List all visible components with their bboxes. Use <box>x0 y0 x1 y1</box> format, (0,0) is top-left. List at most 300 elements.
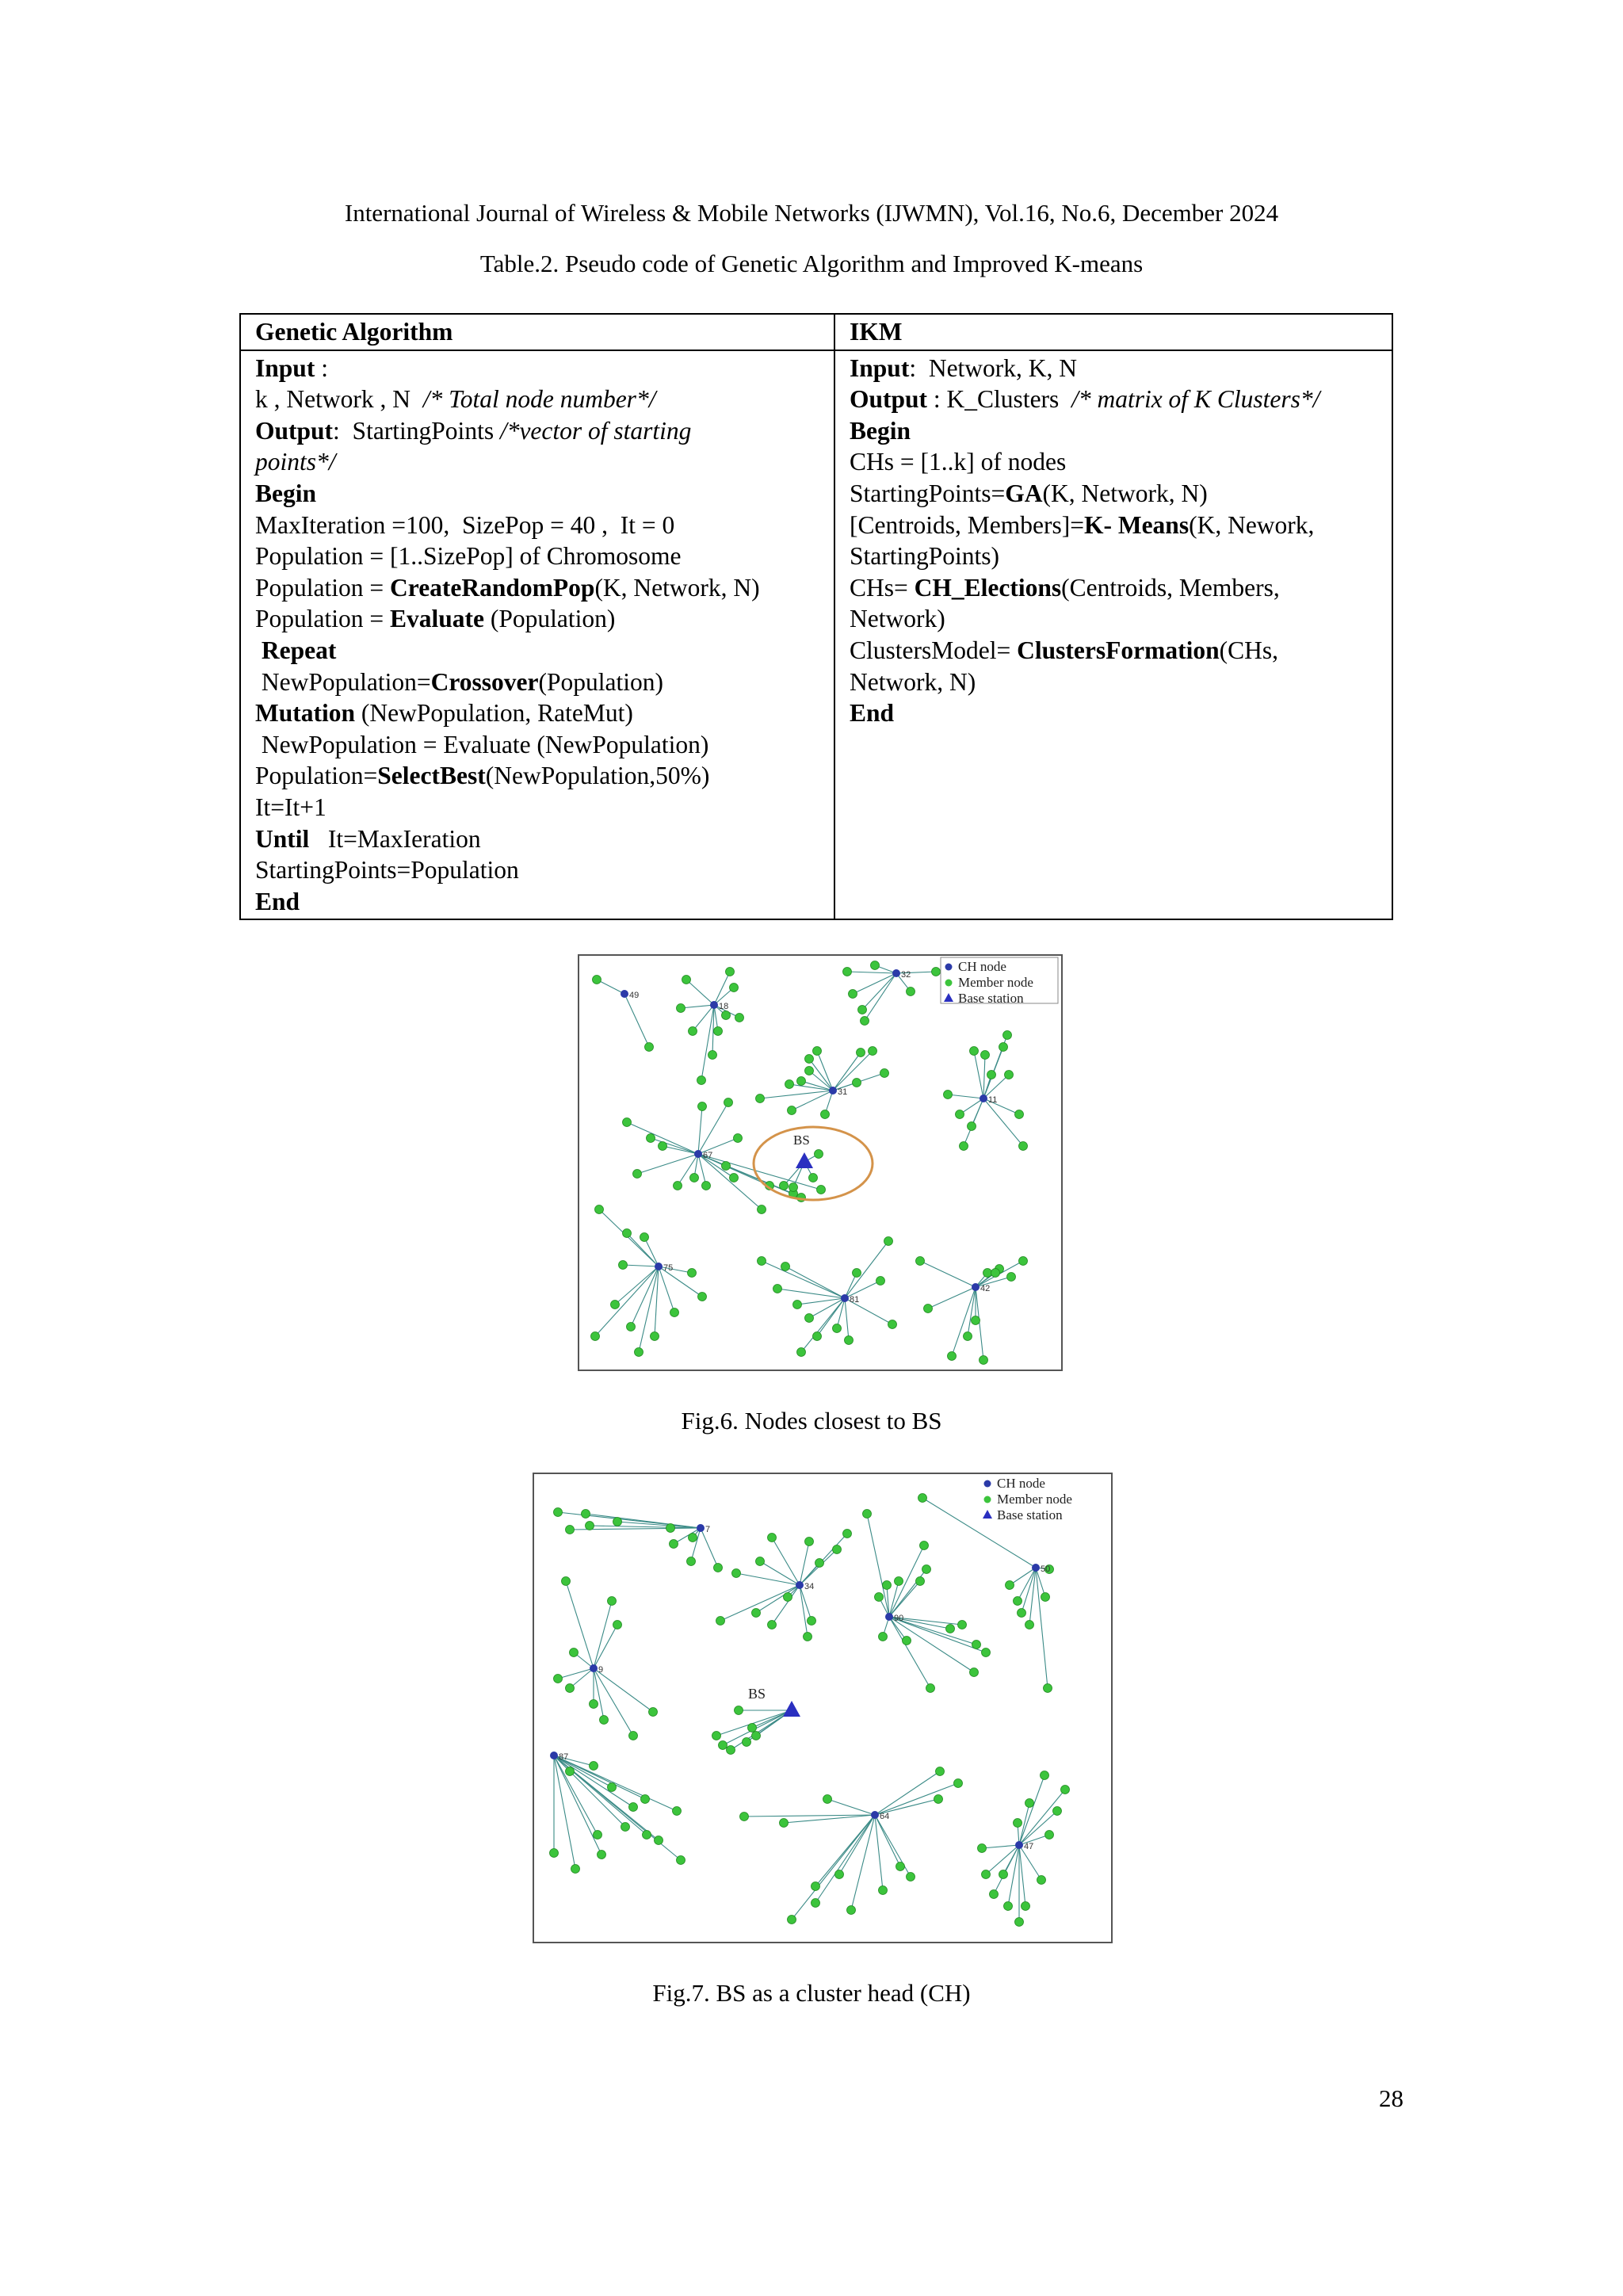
member-node <box>554 1675 563 1683</box>
cluster-link <box>681 1005 714 1008</box>
member-node <box>968 1122 976 1131</box>
member-node <box>730 1174 739 1182</box>
member-node <box>743 1738 751 1747</box>
ch-node-label: 31 <box>838 1087 848 1097</box>
ch-node <box>621 990 628 998</box>
member-node <box>970 1668 979 1677</box>
fig7-network-plot <box>533 1473 1113 1943</box>
ga-line: Output: StartingPoints /*vector of starting <box>255 416 692 445</box>
legend-label: CH node <box>997 1476 1045 1491</box>
member-node <box>982 1870 991 1879</box>
member-node <box>698 1102 707 1111</box>
cluster-link <box>875 1783 958 1815</box>
member-node <box>876 1277 885 1286</box>
member-node <box>981 1051 990 1060</box>
member-node <box>990 1890 999 1899</box>
member-node <box>833 1545 842 1554</box>
member-node <box>562 1577 571 1586</box>
member-node <box>780 1182 789 1190</box>
member-node <box>1018 1609 1026 1618</box>
cluster-link <box>693 1005 714 1031</box>
member-node <box>608 1597 617 1606</box>
cluster-link <box>1019 1775 1044 1845</box>
cluster-link <box>651 1138 698 1154</box>
legend-label: Base station <box>997 1507 1063 1522</box>
ga-line: Repeat <box>255 636 337 664</box>
ikm-line: CHs= CH_Elections(Centroids, Members, <box>850 573 1280 602</box>
member-node <box>1014 1597 1022 1606</box>
ch-node-label: 64 <box>880 1812 890 1821</box>
member-node <box>880 1069 889 1078</box>
member-node <box>784 1593 792 1602</box>
cluster-link <box>631 1266 659 1327</box>
member-node <box>590 1762 598 1771</box>
member-node <box>570 1648 579 1657</box>
ch-node-label: 11 <box>988 1095 998 1105</box>
member-node <box>1019 1142 1028 1151</box>
cluster-link <box>659 1266 674 1312</box>
member-node <box>582 1510 590 1519</box>
member-node <box>813 1332 822 1341</box>
cluster-link <box>817 1051 833 1091</box>
ga-line: Until It=MaxIeration <box>255 824 481 853</box>
cluster-link <box>720 1585 800 1621</box>
member-node <box>682 976 691 984</box>
ch-node-label: 87 <box>559 1752 569 1762</box>
member-node <box>972 1641 981 1649</box>
ga-line: NewPopulation=Crossover(Population) <box>255 667 664 696</box>
member-node <box>922 1565 931 1574</box>
cluster-link <box>594 1625 617 1668</box>
ch-node <box>871 1811 879 1819</box>
member-node <box>633 1170 642 1179</box>
legend-ch-marker <box>984 1480 991 1488</box>
ga-line: Mutation (NewPopulation, RateMut) <box>255 699 633 728</box>
member-node <box>768 1534 777 1542</box>
ikm-line: Input: Network, K, N <box>850 353 1078 382</box>
member-node <box>708 1051 717 1060</box>
member-node <box>698 1293 707 1301</box>
cluster-link <box>624 994 649 1047</box>
member-node <box>655 1836 663 1845</box>
member-node <box>649 1708 658 1717</box>
member-node <box>907 988 915 996</box>
ch-node <box>1015 1841 1023 1849</box>
ch-node <box>655 1263 663 1270</box>
member-node <box>758 1257 766 1266</box>
ch-node-label: 49 <box>629 991 640 1000</box>
ga-line: StartingPoints=Population <box>255 856 519 884</box>
member-node <box>586 1522 594 1530</box>
member-node <box>591 1332 600 1341</box>
cluster-link <box>920 1261 976 1287</box>
fig7-caption: Fig.7. BS as a cluster head (CH) <box>652 1979 971 2007</box>
cluster-link <box>862 973 896 1010</box>
ga-line: End <box>255 887 300 915</box>
ch-node-label: 67 <box>703 1151 713 1160</box>
legend-bs-marker <box>983 1510 992 1519</box>
member-node <box>858 1006 867 1014</box>
member-node <box>805 1314 814 1323</box>
member-node <box>566 1526 575 1534</box>
member-node <box>670 1308 679 1317</box>
member-node <box>1006 1581 1014 1590</box>
member-node <box>621 1823 630 1832</box>
member-node <box>861 1017 869 1026</box>
member-node <box>785 1080 794 1089</box>
member-node <box>788 1916 796 1924</box>
cluster-link <box>815 1815 875 1903</box>
fig6-caption: Fig.6. Nodes closest to BS <box>681 1407 942 1435</box>
member-node <box>727 1746 735 1755</box>
member-node <box>964 1332 972 1341</box>
member-node <box>920 1541 929 1550</box>
legend-label: Member node <box>958 975 1033 990</box>
member-node <box>793 1301 802 1309</box>
member-node <box>809 1174 818 1182</box>
ch-node <box>980 1095 987 1102</box>
page-number: 28 <box>1379 2084 1403 2112</box>
ch-node <box>1032 1564 1040 1572</box>
ga-line: Population = Evaluate (Population) <box>255 605 616 633</box>
cluster-link <box>968 1287 976 1336</box>
cluster-link <box>698 1106 702 1154</box>
member-node <box>608 1783 617 1792</box>
edge-layer <box>554 1498 1065 1922</box>
cluster-link <box>801 1081 833 1091</box>
legend-member-marker <box>945 980 953 987</box>
member-node <box>740 1813 749 1821</box>
legend-label: Base station <box>958 991 1024 1006</box>
member-node <box>590 1700 598 1709</box>
ikm-line: Output : K_Clusters /* matrix of K Clusters*/ <box>850 385 1320 414</box>
member-node <box>805 1067 814 1075</box>
member-node <box>600 1716 609 1725</box>
member-node <box>847 1906 856 1915</box>
member-node <box>805 1055 814 1064</box>
member-node <box>946 1625 955 1633</box>
ch-node <box>710 1001 718 1009</box>
fig6-network-plot <box>578 954 1063 1371</box>
cluster-link <box>701 1005 714 1080</box>
member-node <box>1022 1902 1030 1911</box>
ch-node <box>972 1283 980 1291</box>
member-node <box>879 1633 888 1641</box>
member-node <box>896 1862 905 1871</box>
member-node <box>781 1263 790 1271</box>
ikm-line: CHs = [1..k] of nodes <box>850 448 1067 476</box>
ga-line: Population = [1..SizePop] of Chromosome <box>255 542 682 571</box>
member-node <box>982 1648 991 1657</box>
member-node <box>869 1047 877 1056</box>
cluster-link <box>599 1209 659 1266</box>
member-node <box>1045 1831 1054 1839</box>
member-node <box>895 1577 903 1586</box>
member-node <box>833 1324 842 1333</box>
legend-label: Member node <box>997 1492 1072 1507</box>
member-node <box>812 1899 820 1908</box>
ch-node <box>550 1752 558 1759</box>
ch-node <box>892 969 900 977</box>
ikm-line: Network) <box>850 605 945 633</box>
member-node <box>1041 1593 1050 1602</box>
member-node <box>722 1011 731 1020</box>
ga-line: Input : <box>255 353 328 382</box>
member-node <box>1003 1031 1012 1040</box>
member-node <box>884 1237 893 1246</box>
cluster-link <box>983 1098 1023 1146</box>
member-node <box>843 1530 852 1538</box>
member-node <box>875 1593 884 1602</box>
cluster-link <box>594 1668 633 1736</box>
member-node <box>879 1886 888 1895</box>
cluster-link <box>594 1668 653 1712</box>
member-node <box>983 1269 992 1278</box>
member-node <box>1061 1786 1070 1794</box>
member-node <box>888 1320 897 1329</box>
ga-line: points*/ <box>255 448 336 476</box>
cluster-link <box>1010 1568 1036 1585</box>
member-node <box>768 1621 777 1629</box>
member-node <box>817 1186 826 1194</box>
member-node <box>627 1323 636 1331</box>
member-node <box>674 1182 682 1190</box>
member-node <box>688 1269 697 1278</box>
member-node <box>797 1348 806 1357</box>
node-layer <box>550 1494 1070 1927</box>
member-node <box>752 1609 761 1618</box>
member-node <box>702 1182 711 1190</box>
member-node <box>722 1162 731 1171</box>
member-node <box>916 1577 925 1586</box>
legend-member-marker <box>984 1496 991 1503</box>
cluster-link <box>800 1541 809 1585</box>
cluster-link <box>889 1569 926 1617</box>
member-node <box>849 990 857 999</box>
member-node <box>629 1803 638 1812</box>
member-node <box>835 1870 844 1879</box>
member-node <box>645 1043 654 1052</box>
member-node <box>863 1510 872 1519</box>
cluster-link <box>1029 1568 1036 1625</box>
ikm-line: Network, N) <box>850 667 976 696</box>
ch-node-label: 75 <box>663 1263 674 1273</box>
member-node <box>550 1849 559 1858</box>
cluster-link <box>558 1668 594 1679</box>
cluster-link <box>797 1298 845 1305</box>
member-node <box>958 1621 967 1629</box>
member-node <box>907 1873 915 1881</box>
table-caption: Table.2. Pseudo code of Genetic Algorithm and Improved K-means <box>479 250 1144 277</box>
cluster-link <box>594 1601 612 1668</box>
ikm-column-header: IKM <box>834 314 1392 350</box>
legend-label: CH node <box>958 959 1006 974</box>
ch-node <box>694 1150 702 1158</box>
member-node <box>789 1183 798 1192</box>
member-node <box>643 1831 651 1839</box>
member-node <box>999 1870 1008 1879</box>
ikm-line: ClustersModel= ClustersFormation(CHs, <box>850 636 1278 664</box>
member-node <box>689 1027 697 1036</box>
ikm-line: End <box>850 699 895 728</box>
member-node <box>659 1142 667 1151</box>
member-node <box>689 1534 697 1542</box>
member-node <box>598 1851 606 1859</box>
ch-node-label: 9 <box>598 1665 604 1675</box>
cluster-link <box>772 1538 800 1585</box>
cluster-link <box>686 980 714 1005</box>
ga-pseudocode <box>240 350 834 920</box>
member-node <box>932 968 941 976</box>
member-node <box>673 1807 682 1816</box>
cluster-link <box>756 1585 800 1613</box>
member-node <box>916 1257 925 1266</box>
cluster-link <box>1008 1845 1019 1906</box>
member-node <box>734 1134 743 1143</box>
ga-line: Population=SelectBest(NewPopulation,50%) <box>255 762 710 790</box>
member-node <box>970 1047 979 1056</box>
member-node <box>1044 1684 1052 1693</box>
pseudocode-table <box>239 313 1393 920</box>
member-node <box>687 1557 696 1566</box>
member-node <box>724 1098 733 1107</box>
member-node <box>1025 1621 1034 1629</box>
member-node <box>623 1118 632 1127</box>
cluster-link <box>827 1799 875 1815</box>
member-node <box>594 1831 602 1839</box>
member-node <box>613 1518 622 1526</box>
member-node <box>1007 1273 1016 1282</box>
member-node <box>903 1637 911 1645</box>
bs-highlight-ellipse <box>754 1127 873 1200</box>
base-station-node <box>783 1701 800 1717</box>
member-node <box>640 1233 649 1242</box>
cluster-link <box>839 1815 875 1874</box>
member-node <box>934 1795 943 1804</box>
member-node <box>647 1134 655 1143</box>
ch-node-label: 34 <box>804 1582 815 1591</box>
cluster-link <box>566 1581 594 1668</box>
cluster-link <box>554 1755 677 1811</box>
cluster-link <box>845 1241 888 1298</box>
member-node <box>1005 1071 1014 1079</box>
ga-line: k , Network , N /* Total node number*/ <box>255 385 656 414</box>
ch-node-label: 42 <box>980 1284 991 1293</box>
member-node <box>815 1150 823 1159</box>
member-node <box>845 1336 854 1345</box>
member-node <box>566 1684 575 1693</box>
member-node <box>748 1724 757 1733</box>
ikm-line: StartingPoints=GA(K, Network, N) <box>850 479 1208 507</box>
member-node <box>813 1047 822 1056</box>
member-node <box>956 1110 964 1119</box>
ga-line: MaxIteration =100, SizePop = 40 , It = 0 <box>255 510 675 539</box>
member-node <box>690 1174 699 1182</box>
member-node <box>1015 1918 1024 1927</box>
member-node <box>619 1261 628 1270</box>
ch-node-label: 90 <box>894 1614 904 1623</box>
member-node <box>566 1767 575 1776</box>
member-node <box>815 1559 824 1568</box>
ga-line: NewPopulation = Evaluate (NewPopulation) <box>255 730 709 758</box>
ch-node-label: 7 <box>705 1525 711 1534</box>
member-node <box>670 1540 678 1549</box>
ch-node-label: 32 <box>901 970 911 980</box>
member-node <box>756 1557 765 1566</box>
member-node <box>924 1305 933 1313</box>
journal-header: International Journal of Wireless & Mobile Networks (IJWMN), Vol.16, No.6, December 2024 <box>344 199 1279 227</box>
cluster-link <box>875 1815 900 1866</box>
ch-node <box>829 1087 837 1095</box>
member-node <box>812 1882 820 1891</box>
member-node <box>1019 1257 1028 1266</box>
bs-label: BS <box>748 1686 766 1702</box>
member-node <box>960 1142 968 1151</box>
cluster-link <box>623 1265 659 1266</box>
member-node <box>808 1617 816 1626</box>
ch-node-label: 81 <box>850 1295 860 1305</box>
cluster-link <box>928 1287 976 1308</box>
cluster-link <box>792 1815 875 1920</box>
member-node <box>804 1633 812 1641</box>
member-node <box>944 1091 953 1099</box>
member-node <box>1037 1876 1046 1885</box>
member-node <box>936 1767 945 1776</box>
member-node <box>719 1741 727 1750</box>
cluster-link <box>982 1845 1019 1848</box>
member-node <box>773 1285 782 1293</box>
member-node <box>853 1079 861 1087</box>
member-node <box>595 1205 604 1214</box>
cluster-link <box>594 1668 604 1720</box>
ch-node <box>841 1294 849 1302</box>
bs-label: BS <box>793 1133 810 1148</box>
member-node <box>871 961 880 970</box>
ikm-line: [Centroids, Members]=K- Means(K, Nework, <box>850 510 1315 539</box>
member-node <box>926 1684 935 1693</box>
member-node <box>726 968 735 976</box>
base-station-node <box>796 1152 813 1168</box>
ikm-line: StartingPoints) <box>850 542 1000 571</box>
member-node <box>611 1301 620 1309</box>
member-node <box>666 1524 675 1533</box>
member-node <box>948 1352 957 1361</box>
ga-line: Population = CreateRandomPop(K, Network, N) <box>255 573 760 602</box>
member-node <box>677 1004 685 1013</box>
ikm-pseudocode <box>834 350 1392 920</box>
member-node <box>821 1110 830 1119</box>
member-node <box>714 1564 723 1572</box>
member-node <box>1025 1799 1034 1808</box>
member-node <box>752 1732 761 1740</box>
ga-column-header: Genetic Algorithm <box>240 314 834 350</box>
member-node <box>780 1819 789 1828</box>
member-node <box>730 984 739 992</box>
cluster-link <box>948 1095 983 1098</box>
ch-node <box>796 1581 804 1589</box>
member-node <box>629 1732 638 1740</box>
cluster-link <box>800 1585 808 1637</box>
member-node <box>788 1106 796 1115</box>
member-node <box>732 1569 741 1578</box>
member-node <box>623 1229 632 1238</box>
member-node <box>991 1269 1000 1278</box>
member-node <box>714 1027 723 1036</box>
member-node <box>677 1856 685 1865</box>
ch-node <box>697 1524 705 1532</box>
member-node <box>651 1332 659 1341</box>
cluster-link <box>698 1154 801 1198</box>
